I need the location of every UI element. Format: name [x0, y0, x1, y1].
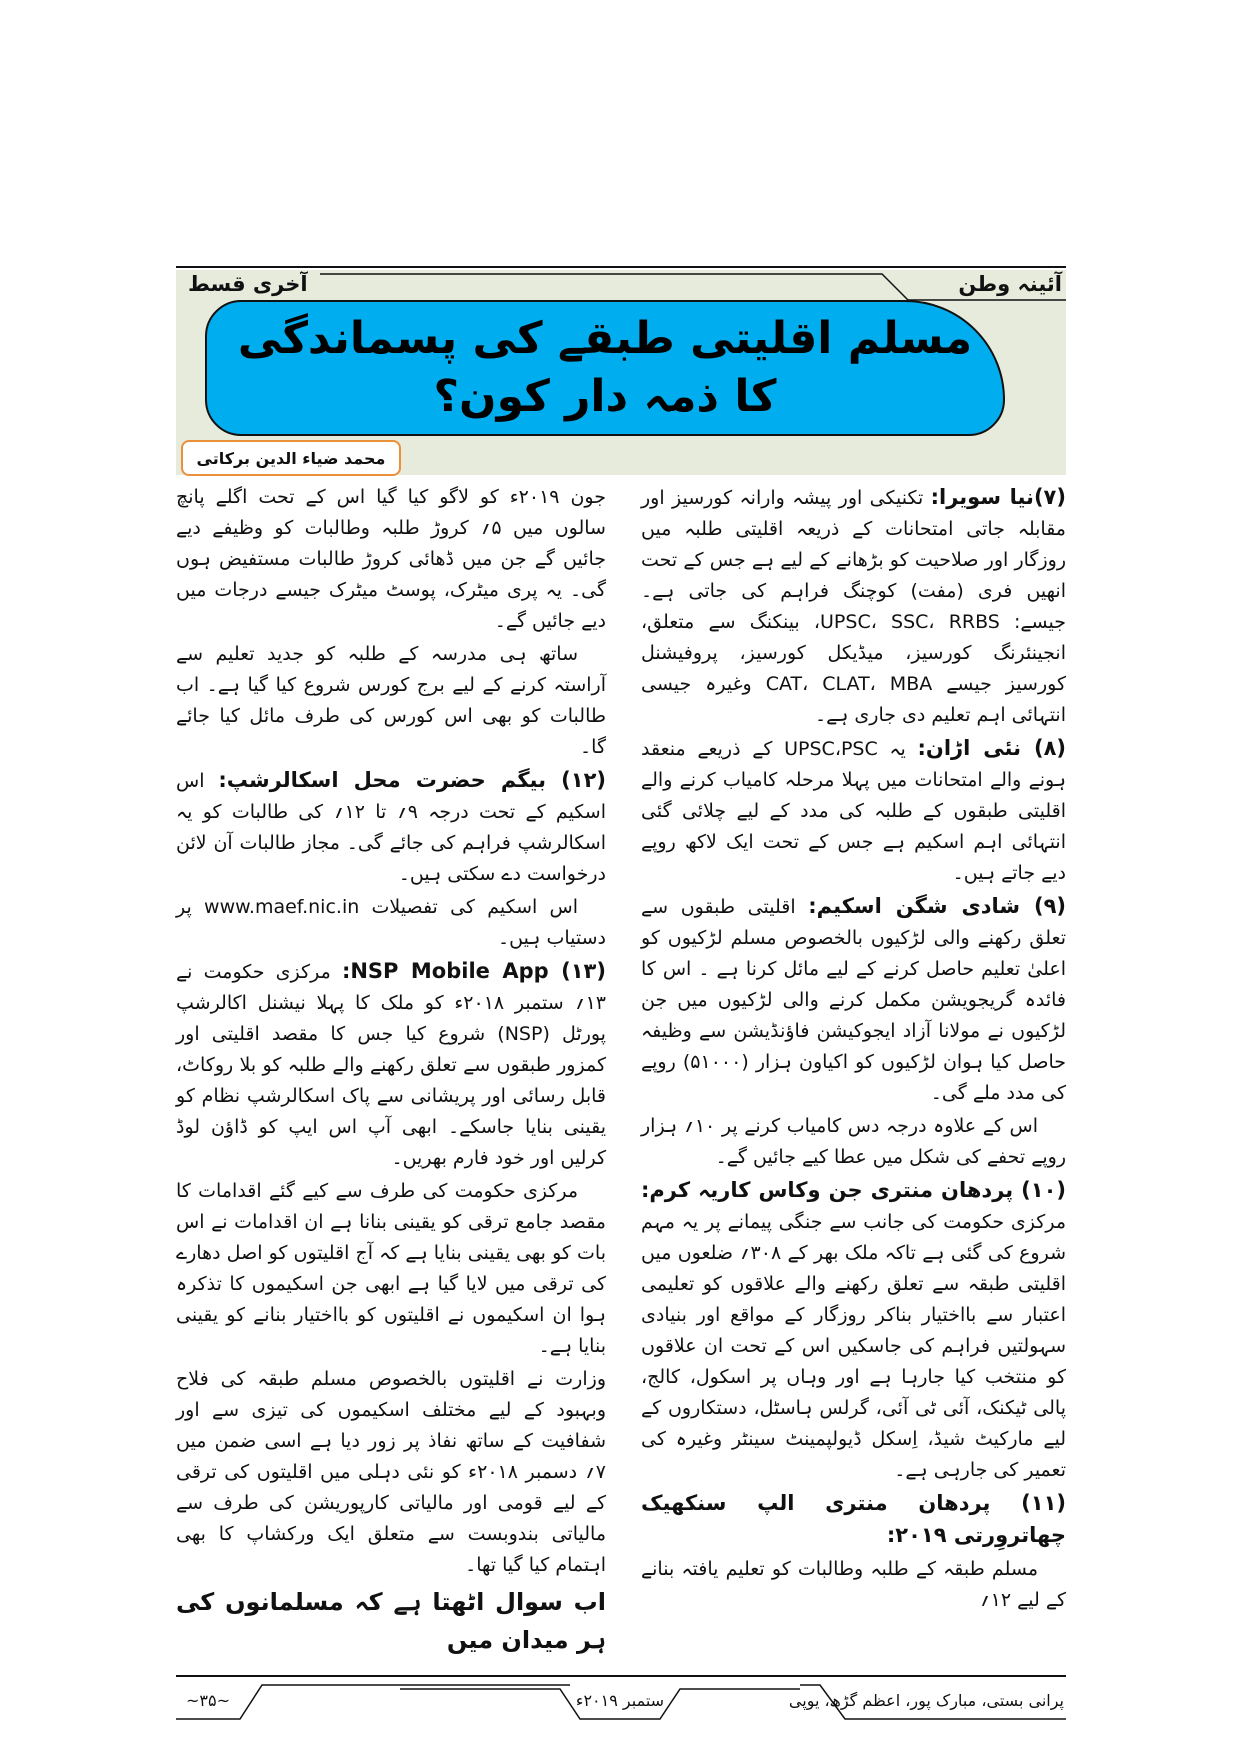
paragraph-text: اس کے علاوہ درجہ دس کامیاب کرنے پر ۱۰؍ ہزار روپے تحفے کی شکل میں عطا کیے جائیں گے۔	[641, 1115, 1066, 1168]
paragraph	[176, 639, 606, 763]
paragraph	[176, 1364, 606, 1581]
article-title: مسلم اقلیتی طبقے کی پسماندگی کا ذمہ دار کون؟	[237, 313, 973, 422]
section-heading: (۱۲) بیگم حضرت محل اسکالرشپ:	[218, 768, 607, 792]
section-heading: (۹) شادی شگن اسکیم:	[808, 894, 1066, 918]
section-heading: (۱۳) NSP Mobile App:	[341, 959, 606, 983]
paragraph	[641, 891, 1066, 1109]
article-body	[176, 482, 1066, 1733]
magazine-name: آئینہ وطن	[958, 272, 1062, 296]
paragraph-text: اس اسکیم کی تفصیلات www.maef.nic.in پر دستیاب ہیں۔	[176, 896, 606, 949]
paragraph-text: اس اسکیم کے تحت درجہ ۹؍ تا ۱۲؍ کی طالبات کو یہ اسکالرشپ فراہم کی جائے گی۔ مجاز طالبات آن لائن درخواست دے سکتی ہیں۔	[176, 770, 606, 885]
paragraph	[641, 1111, 1066, 1173]
closing-heading: اب سوال اٹھتا ہے کہ مسلمانوں کی ہر میدان میں	[176, 1588, 606, 1654]
title-banner	[205, 300, 1005, 436]
paragraph-text: اقلیتی طبقوں سے تعلق رکھنے والی لڑکیوں بالخصوص مسلم لڑکیوں کو اعلیٰ تعلیم حاصل کرنے کے لیے مائل کرنا ہے ۔ اس کا فائدہ گریجویشن مکمل کرنے والی لڑکیوں میں جن لڑکیوں نے مولانا آزاد ایجوکیشن فاؤنڈیشن سے وظیفہ حاصل کیا ہوان لڑکیوں کو اکیاون ہزار (۵۱۰۰۰) روپے کی مدد ملے گی۔	[641, 896, 1066, 1104]
paragraph	[176, 482, 606, 637]
author-name: محمد ضیاء الدین برکاتی	[196, 448, 386, 468]
paragraph-text: وزارت نے اقلیتوں بالخصوص مسلم طبقہ کی فلاح وبہبود کے لیے مختلف اسکیموں کی تیزی سے اور شفافیت کے ساتھ نفاذ پر زور دیا ہے اسی ضمن میں ۷؍ دسمبر ۲۰۱۸ء کو نئی دہلی میں اقلیتوں کی ترقی کے لیے قومی اور مالیاتی کارپوریشن کی طرف سے مالیاتی بندوبست سے متعلق ایک ورکشاپ کا بھی اہتمام کیا گیا تھا۔	[176, 1368, 607, 1576]
section-heading: (۱۱) پردھان منتری الپ سنکھیک چھاتروِرتی ۲۰۱۹:	[641, 1491, 1066, 1547]
paragraph	[641, 733, 1066, 889]
paragraph	[641, 482, 1066, 731]
footer-address: پرانی بستی، مبارک پور، اعظم گڑھ، یوپی	[788, 1691, 1064, 1710]
paragraph-text: تکنیکی اور پیشہ وارانہ کورسیز اور مقابلہ جاتی امتحانات کے ذریعہ اقلیتی طلبہ میں روزگار اور صلاحیت کو بڑھانے کے لیے ہے جس کے تحت انھیں فری (مفت) کوچنگ فراہم کی جاتی ہے۔ جیسے: UPSC، SSC، RRBS، بینکنگ سے متعلق، انجینئرنگ کورسیز، میڈیکل کورسیز، پروفیشنل کورسیز جیسے CAT، CLAT، MBA وغیرہ جیسی انتہائی اہم تعلیم دی جاری ہے۔	[641, 487, 1066, 726]
right-column	[641, 482, 1066, 1618]
paragraph-text: مرکزی حکومت نے ۱۳؍ ستمبر ۲۰۱۸ء کو ملک کا پہلا نیشنل اکالرشپ پورٹل (NSP) شروع کیا جس کا مقصد اقلیتی اور کمزور طبقوں سے تعلق رکھنے والے طلبہ کو بلا روکاٹ، قابل رسائی اور پریشانی سے پاک اسکالرشپ نظام کو یقینی بنایا جاسکے۔ ابھی آپ اس ایپ کو ڈاؤن لوڈ کرلیں اور خود فارم بھریں۔	[176, 961, 606, 1169]
paragraph	[641, 1488, 1066, 1552]
installment-label: آخری قسط	[188, 272, 308, 296]
paragraph-text: یہ UPSC،PSC کے ذریعے منعقد ہونے والے امتحانات میں پہلا مرحلہ کامیاب کرنے والے اقلیتی طبقوں کے طلبہ کی مدد کے لیے چلائی گئی انتہائی اہم اسکیم ہے جس کے تحت ایک لاکھ روپے دیے جاتے ہیں۔	[641, 738, 1066, 884]
paragraph	[641, 1175, 1066, 1486]
paragraph-text: ساتھ ہی مدرسہ کے طلبہ کو جدید تعلیم سے آراستہ کرنے کے لیے برج کورس شروع کیا گیا ہے۔ اب طالبات کو بھی اس کورس کی طرف مائل کیا جائے گا۔	[176, 643, 606, 758]
footer-issue: ستمبر ۲۰۱۹ء	[575, 1691, 665, 1710]
page-footer	[176, 1673, 1066, 1733]
section-heading: (۱۰) پردھان منتری جن وکاس کاریہ کرم:	[641, 1178, 1066, 1202]
paragraph	[176, 765, 606, 890]
section-heading: (۷)نیا سویرا:	[930, 485, 1066, 509]
paragraph	[176, 892, 606, 954]
columns	[176, 482, 1066, 1661]
paragraph	[641, 1554, 1066, 1616]
page-number: ~۳۵~	[186, 1691, 230, 1710]
paragraph-text: مرکزی حکومت کی طرف سے کیے گئے اقدامات کا مقصد جامع ترقی کو یقینی بنانا ہے ان اقدامات نے اس بات کو بھی یقینی بنایا ہے کہ آج اقلیتوں کو اصل دھارے کی ترقی میں لایا گیا ہے ابھی جن اسکیموں کا تذکرہ ہوا ان اسکیموں نے اقلیتوں کو بااختیار بنانے کو یقینی بنایا ہے۔	[176, 1180, 606, 1357]
paragraph-text: جون ۲۰۱۹ء کو لاگو کیا گیا اس کے تحت اگلے پانچ سالوں میں ۵؍ کروڑ طلبہ وطالبات کو وظیفے دیے جائیں گے جن میں ڈھائی کروڑ طالبات مستفیض ہوں گی۔ یہ پری میٹرک، پوسٹ میٹرک جیسے درجات میں دیے جائیں گے۔	[176, 486, 606, 632]
paragraph-text: مسلم طبقہ کے طلبہ وطالبات کو تعلیم یافتہ بنانے کے لیے ۱۲؍	[641, 1558, 1066, 1611]
paragraph	[176, 1176, 606, 1362]
author-box	[181, 440, 401, 476]
section-heading: (۸) نئی اڑان:	[917, 736, 1066, 760]
left-column	[176, 482, 606, 1661]
paragraph-text: مرکزی حکومت کی جانب سے جنگی پیمانے پر یہ مہم شروع کی گئی ہے تاکہ ملک بھر کے ۳۰۸؍ ضلعوں میں اقلیتی طبقہ سے تعلق رکھنے والے علاقوں کو تعلیمی اعتبار سے بااختیار بناکر روزگار کے مواقع اور بنیادی سہولتیں فراہم کی جاسکیں اس کے تحت ان علاقوں کو منتخب کیا جارہا ہے اور وہاں پر اسکول، کالج، پالی ٹیکنک، آئی ٹی آئی، گرلس ہاسٹل، دستکاروں کے لیے مارکیٹ شیڈ، اِسکل ڈیولپمینٹ سینٹر وغیرہ کی تعمیر کی جارہی ہے۔	[641, 1211, 1066, 1481]
paragraph	[176, 956, 606, 1174]
